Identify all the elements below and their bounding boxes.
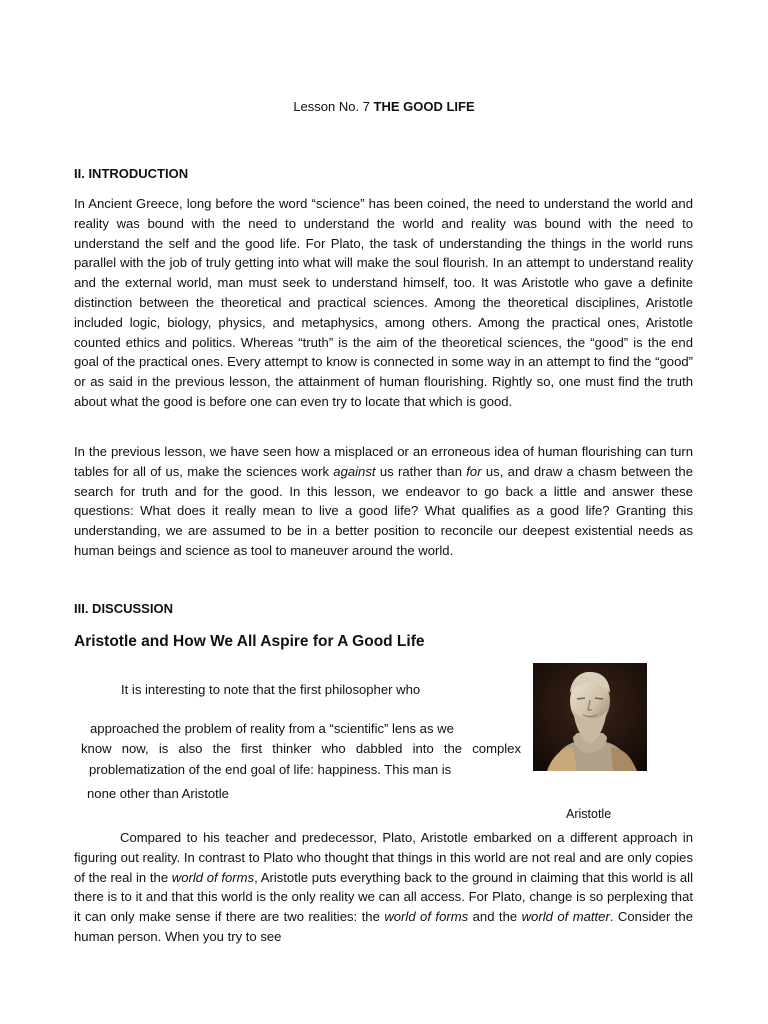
discussion-p3-text-a: Compared to his teacher and predecessor, Plato, Aristotle embarked on a different approach in figuring out reality. In contrast to Plato who thought that things in this world are not real and are only copies of the real in the [74, 830, 693, 885]
discussion-subheading: Aristotle and How We All Aspire for A Good Life [74, 633, 425, 650]
image-caption: Aristotle [566, 807, 612, 821]
intro-p2-text-a: In the previous lesson, we have seen how a misplaced or an erroneous idea of human flourishing can turn tables for all of us, make the sciences work [74, 444, 693, 479]
discussion-line-4: problematization of the end goal of life: happiness. This man is [89, 762, 452, 777]
discussion-emphasis-world-of-forms-1: world of forms [171, 869, 255, 885]
intro-p2-text-b: us rather than [375, 463, 467, 479]
lesson-title: THE GOOD LIFE [373, 99, 475, 114]
intro-p2-emphasis-against: against [333, 463, 376, 479]
discussion-paragraph [74, 828, 693, 947]
discussion-emphasis-world-of-matter: world of matter [521, 909, 610, 925]
intro-p2-emphasis-for: for [466, 463, 482, 479]
discussion-emphasis-world-of-forms-2: world of forms [384, 909, 469, 925]
discussion-line-3: know now, is also the first thinker who dabbled into the complex [81, 741, 521, 756]
introduction-heading: II. INTRODUCTION [74, 166, 189, 181]
discussion-p3-text-d: . Consider the human person. When you try to see [74, 909, 693, 944]
intro-paragraph-1: In Ancient Greece, long before the word “science” has been coined, the need to understand the world and reality was bound with the need to understand the world and reality was bound with the need to understand the self and the good life. For Plato, the task of understanding the things in the world runs parallel with the job of truly getting into what will make the soul flourish. In an attempt to understand reality and the external world, man must seek to understand himself, too. It was Aristotle who gave a definite distinction between the theoretical and practical sciences. Among the theoretical disciplines, Aristotle included logic, biology, physics, and metaphysics, among others. Among the practical ones, Aristotle counted ethics and politics. Whereas “truth” is the aim of the theoretical sciences, the “good” is the end goal of the practical ones. Every attempt to know is connected in some way in an attempt to find the “good” or as said in the previous lesson, the attainment of human flourishing. Rightly so, one must find the truth about what the good is before one can even try to locate that which is good. [74, 196, 693, 409]
lesson-number: Lesson No. 7 [293, 99, 370, 114]
intro-p2-text-c: us, and draw a chasm between the search for truth and for the good. In this lesson, we endeavor to go back a little and answer these questions: What does it really mean to live a good life? What qualifies as a good life? Granting this understanding, we are assumed to be in a better position to reconcile our deepest existential needs as human beings and science as tool to maneuver around the world. [74, 463, 693, 558]
discussion-line-2: approached the problem of reality from a “scientific” lens as we [90, 721, 454, 736]
page-title [0, 99, 768, 115]
aristotle-bust-image [533, 663, 647, 771]
intro-paragraph-2 [74, 442, 693, 561]
discussion-p3-text-b: , Aristotle puts everything back to the ground in claiming that this world is all there is to it and that this world is the only reality we can all access. For Plato, change is so perplexing that it can only make sense if there are two realities: the [74, 869, 693, 925]
discussion-line-1: It is interesting to note that the first philosopher who [121, 682, 421, 697]
discussion-p3-text-c: and the [468, 909, 522, 925]
discussion-heading: III. DISCUSSION [74, 601, 173, 616]
aristotle-bust-icon [533, 663, 647, 771]
discussion-line-5: none other than Aristotle [87, 786, 229, 801]
